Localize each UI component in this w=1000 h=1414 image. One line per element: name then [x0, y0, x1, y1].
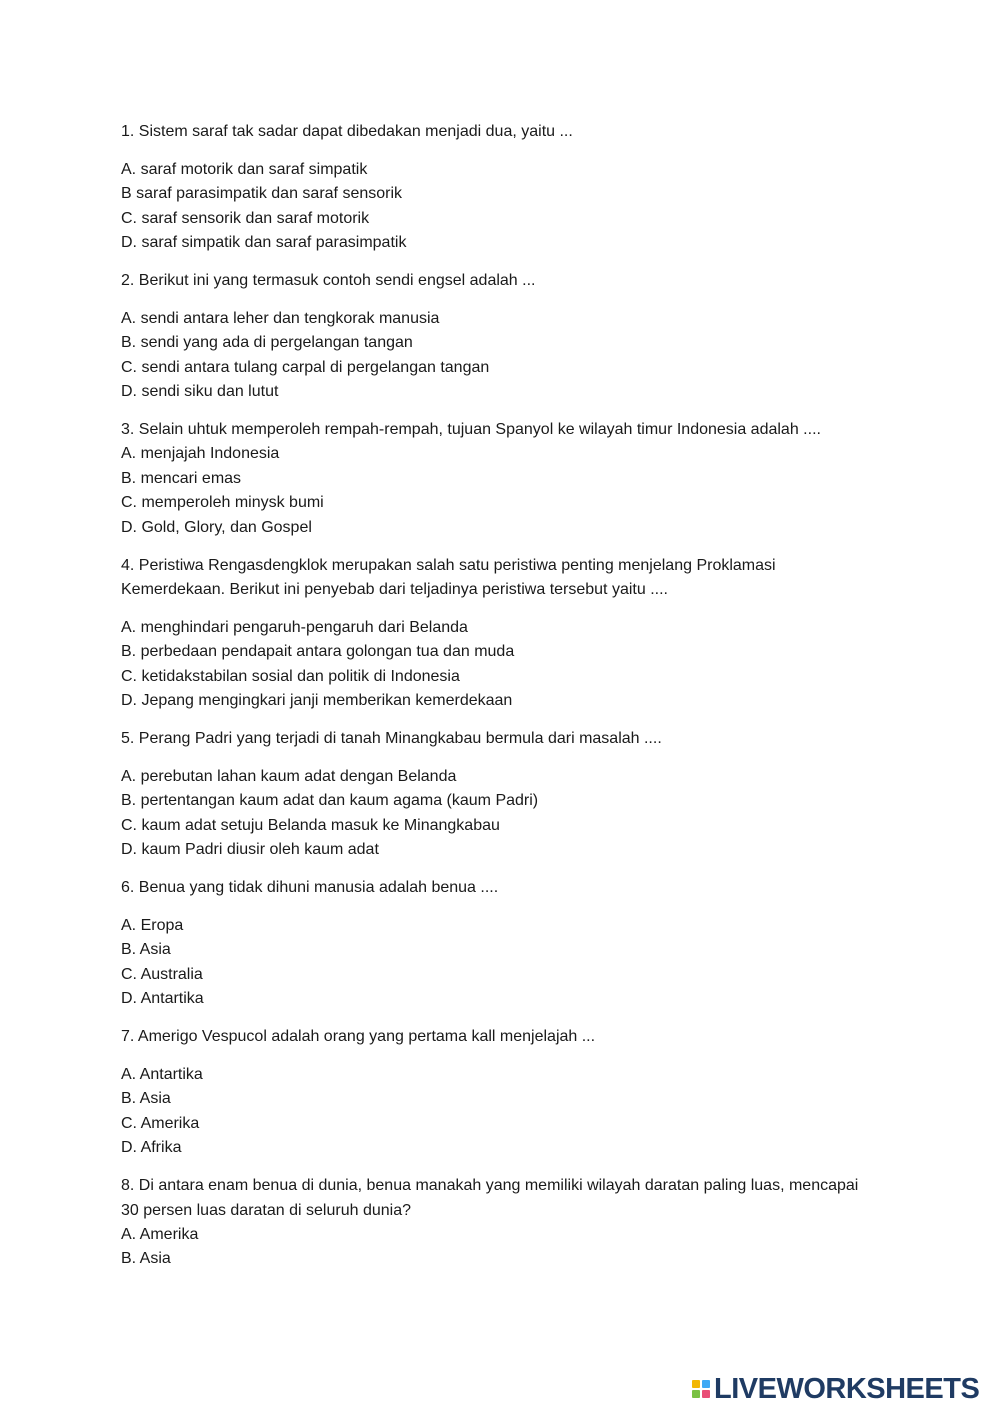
option-b: B saraf parasimpatik dan saraf sensorik [121, 185, 403, 203]
option-c: C. Australia [121, 965, 203, 983]
option-c: C. sendi antara tulang carpal di pergelangan tangan [121, 358, 490, 376]
option-d: D. Jepang mengingkari janji memberikan kemerdekaan [121, 692, 513, 710]
question-6 [121, 876, 861, 1012]
option-d: D. sendi siku dan lutut [121, 383, 279, 401]
question-3 [121, 418, 861, 540]
option-d: D. saraf simpatik dan saraf parasimpatik [121, 234, 407, 252]
option-a: A. perebutan lahan kaum adat dengan Belanda [121, 767, 457, 785]
worksheet-content [121, 120, 861, 1285]
logo-tile-1 [692, 1380, 700, 1388]
option-b: B. mencari emas [121, 469, 242, 487]
option-d: D. Gold, Glory, dan Gospel [121, 518, 312, 536]
option-c: C. kaum adat setuju Belanda masuk ke Minangkabau [121, 816, 500, 834]
brand-wordmark: LIVEWORKSHEETS [714, 1372, 980, 1405]
option-a: A. Amerika [121, 1225, 199, 1243]
option-a: A. saraf motorik dan saraf simpatik [121, 160, 368, 178]
question-7 [121, 1025, 861, 1161]
question-4 [121, 554, 861, 714]
option-b: B. Asia [121, 1250, 171, 1268]
option-a: A. sendi antara leher dan tengkorak manusia [121, 309, 440, 327]
liveworksheets-logo-icon [692, 1380, 710, 1398]
question-text: 1. Sistem saraf tak sadar dapat dibedakan menjadi dua, yaitu ... [121, 123, 573, 140]
option-c: C. Amerika [121, 1114, 200, 1132]
logo-tile-2 [702, 1380, 710, 1388]
option-b: B. Asia [121, 941, 171, 959]
option-c: C. memperoleh minysk bumi [121, 494, 324, 512]
question-text: 7. Amerigo Vespucol adalah orang yang pertama kall menjelajah ... [121, 1028, 596, 1046]
question-8 [121, 1174, 861, 1272]
question-1 [121, 120, 861, 256]
option-d: D. kaum Padri diusir oleh kaum adat [121, 841, 379, 859]
logo-tile-3 [692, 1390, 700, 1398]
option-b: B. perbedaan pendapait antara golongan tua dan muda [121, 643, 515, 661]
option-a: A. Eropa [121, 916, 184, 934]
option-b: B. sendi yang ada di pergelangan tangan [121, 334, 413, 352]
logo-tile-4 [702, 1390, 710, 1398]
question-5 [121, 727, 861, 863]
option-c: C. ketidakstabilan sosial dan politik di Indonesia [121, 667, 460, 685]
option-d: D. Afrika [121, 1139, 182, 1157]
question-text: 3. Selain uhtuk memperoleh rempah-rempah, tujuan Spanyol ke wilayah timur Indonesia adalah .... [121, 421, 821, 439]
question-text: 6. Benua yang tidak dihuni manusia adalah benua .... [121, 879, 499, 897]
question-text: 5. Perang Padri yang terjadi di tanah Minangkabau bermula dari masalah .... [121, 730, 662, 748]
option-b: B. Asia [121, 1090, 171, 1108]
option-a: A. menghindari pengaruh-pengaruh dari Belanda [121, 618, 468, 636]
question-text: 4. Peristiwa Rengasdengklok merupakan salah satu peristiwa penting menjelang Proklamasi Kemerdekaan. Berikut ini penyebab dari teljadinya peristiwa tersebut yaitu .... [121, 556, 776, 598]
option-a: A. menjajah Indonesia [121, 445, 280, 463]
question-text: 8. Di antara enam benua di dunia, benua manakah yang memiliki wilayah daratan paling luas, mencapai 30 persen luas daratan di seluruh dunia? [121, 1177, 859, 1219]
liveworksheets-brand[interactable] [692, 1372, 979, 1406]
option-a: A. Antartika [121, 1066, 203, 1083]
question-2 [121, 269, 861, 405]
option-d: D. Antartika [121, 990, 204, 1008]
option-b: B. pertentangan kaum adat dan kaum agama (kaum Padri) [121, 792, 539, 810]
question-text: 2. Berikut ini yang termasuk contoh sendi engsel adalah ... [121, 272, 536, 290]
option-c: C. saraf sensorik dan saraf motorik [121, 209, 370, 227]
